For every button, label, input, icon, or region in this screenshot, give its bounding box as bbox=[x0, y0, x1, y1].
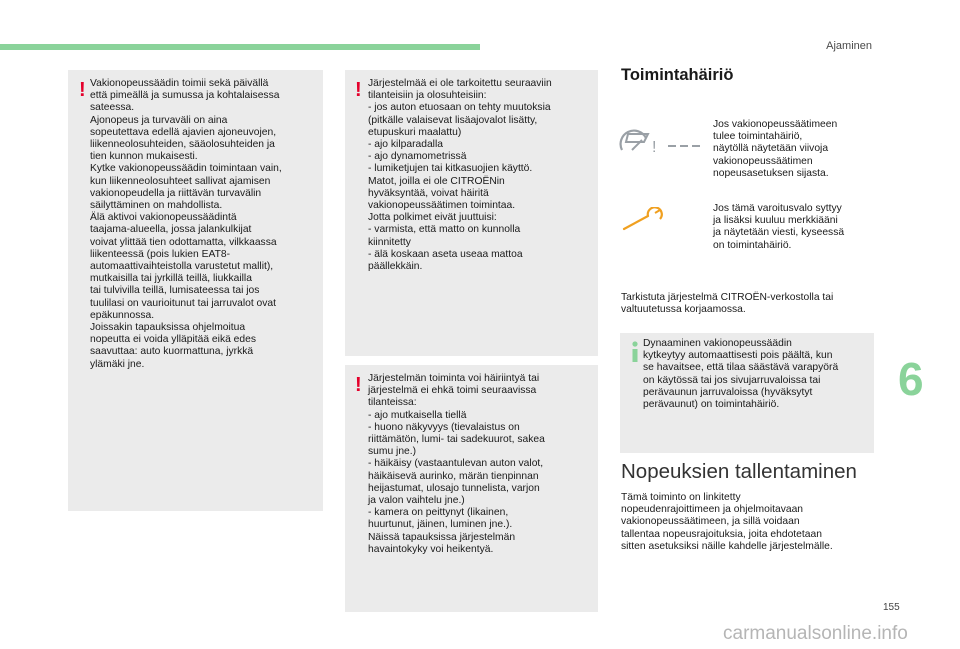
page-number: 155 bbox=[883, 602, 900, 613]
info-box bbox=[620, 333, 874, 453]
warning-icon: ! bbox=[355, 374, 362, 396]
wrench-icon bbox=[622, 207, 664, 238]
warning-text-restrictions: Järjestelmää ei ole tarkoitettu seuraaviin tilanteisiin ja olosuhteisiin: - jos auton etuosaan on tehty muutoksia (pitkälle valaisevat lisäajovalot lisätty, etupuskuri maalattu) - ajo kilparadalla - ajo dynamometrissä - lumiketjujen tai kitkasuojien käyttö. Matot, joilla ei ole CITROËNin hyväksyntää, voivat häiritä vakionopeussäätimen toimintaa. Jotta polkimet eivät juuttuisi: - varmista, että matto on kunnolla kiinnitetty - älä koskaan aseta useaa mattoa päällekkäin. bbox=[368, 78, 552, 273]
fault-heading: Toimintahäiriö bbox=[621, 66, 734, 84]
svg-text:!: ! bbox=[652, 139, 657, 156]
warning-box-usage bbox=[68, 70, 323, 511]
fault-wrench-text: Jos tämä varoitusvalo syttyy ja lisäksi kuuluu merkkiääni ja näytetään viesti, kyseessä on toimintahäiriö. bbox=[713, 203, 845, 251]
warning-box-interference bbox=[345, 365, 598, 612]
warning-text-usage: Vakionopeussäädin toimii sekä päivällä että pimeällä ja sumussa ja kohtalaisessa sateessa. Ajonopeus ja turvaväli on aina sopeutettava edellä ajavien ajoneuvojen, liikenneolosuhteiden, sääolosuhteiden ja tien kunnon mukaisesti. Kytke vakionopeussäädin toimintaan vain, kun liikenneolosuhteet sallivat ajamisen vakionopeudella ja riittävän turvavälin säilyttäminen on mahdollista. Älä aktivoi vakionopeussäädintä taajama-alueella, jossa jalankulkijat voivat ylittää tien odottamatta, vilkkaassa liikenteessä (pois lukien EAT8- automaattivaihteistolla varustetut mallit), mutkaisilla tai jyrkillä teillä, liukkailla tai tulvivilla teillä, lumisateessa tai jos tuulilasi on vaurioitunut tai jarruvalot ovat epäkunnossa. Joissakin tapauksissa ohjelmoitua nopeutta ei voida ylläpitää eikä edes saavuttaa: auto kuormattuna, jyrkkä ylämäki jne. bbox=[90, 78, 282, 370]
cruise-control-fault-icon bbox=[618, 128, 704, 163]
chapter-number: 6 bbox=[898, 353, 924, 405]
watermark: carmanualsonline.info bbox=[723, 623, 908, 644]
section-label: Ajaminen bbox=[826, 40, 872, 52]
warning-text-interference: Järjestelmän toiminta voi häiriintyä tai järjestelmä ei ehkä toimi seuraavissa tilanteissa: - ajo mutkaisella tiellä - huono näkyvyys (tievalaistus on riittämätön, lumi- tai sadekuurot, sakea sumu jne.) - häikäisy (vastaantulevan auton valot, häikäisevä aurinko, märän tienpinnan heijastumat, ulosajo tunnelista, varjon ja valon vaihtelu jne.) - kamera on peittynyt (likainen, huurtunut, jäinen, luminen jne.). Näissä tapauksissa järjestelmän havaintokyky voi heikentyä. bbox=[368, 373, 545, 555]
speed-memo-heading: Nopeuksien tallentaminen bbox=[621, 460, 857, 483]
warning-icon: ! bbox=[355, 79, 362, 101]
info-text: Dynaaminen vakionopeussäädin kytkeytyy automaattisesti pois päältä, kun se havaitsee, että tilaa säästävä varapyörä on käytössä tai jos sivujarruvaloissa tai perävaunun jarruvaloissa (hyväksytyt perävaunut) on toimintahäiriö. bbox=[643, 338, 839, 411]
fault-display-text: Jos vakionopeussäätimeen tulee toimintahäiriö, näytöllä näytetään viivoja vakionopeussäätimen nopeusasetuksen sijasta. bbox=[713, 119, 838, 179]
warning-box-restrictions bbox=[345, 70, 598, 356]
check-network-text: Tarkistuta järjestelmä CITROËN-verkostolla tai valtuutetussa korjaamossa. bbox=[621, 292, 834, 316]
header-accent-bar bbox=[0, 44, 480, 50]
speed-memo-text: Tämä toiminto on linkitetty nopeudenrajoittimeen ja ohjelmoitavaan vakionopeussäätimeen, ja sillä voidaan tallentaa nopeusrajoituksia, joita ehdotetaan sitten asetuksiksi näille kahdelle järjestelmälle. bbox=[621, 492, 833, 552]
info-icon bbox=[628, 341, 642, 363]
warning-icon: ! bbox=[79, 79, 86, 101]
